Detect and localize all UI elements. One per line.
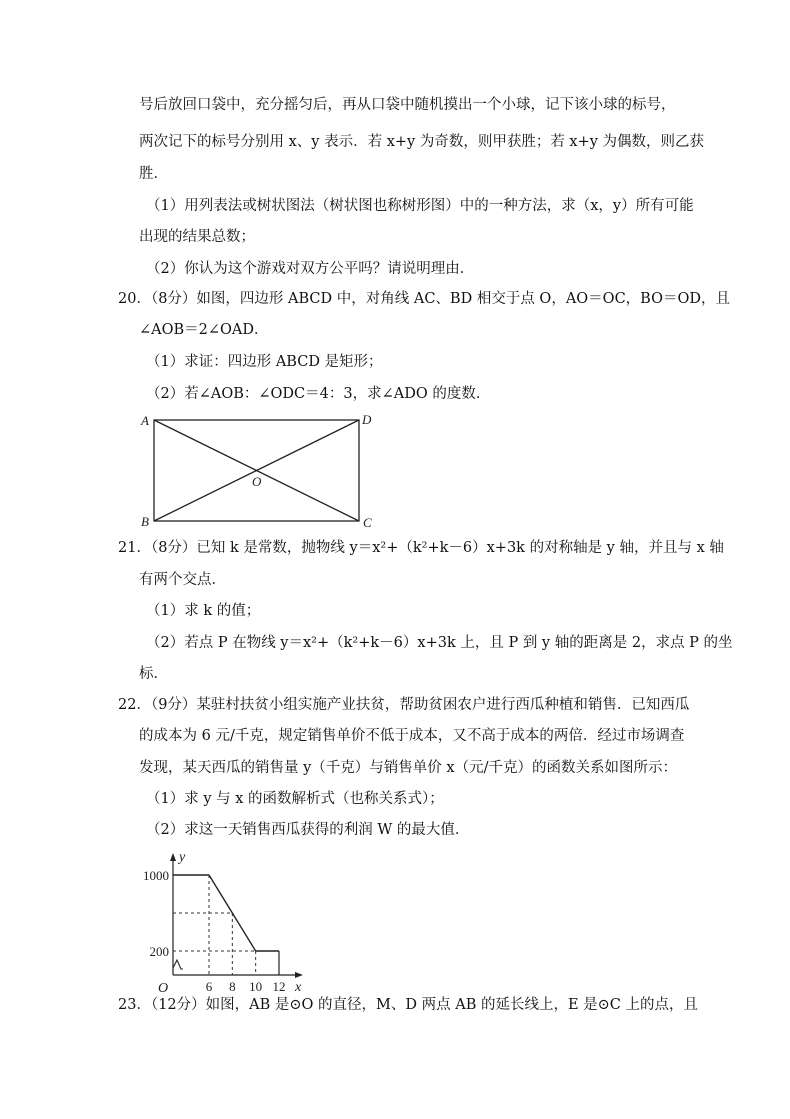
label-d: D [362, 412, 372, 427]
q20-stem-line-1: 20．（8分）如图，四边形 ABCD 中，对角线 AC、BD 相交于点 O，AO＝OC，BO＝OD，且 [118, 291, 730, 307]
y-tick-200: 200 [149, 944, 169, 959]
q19-part-2: （2）你认为这个游戏对双方公平吗？请说明理由． [146, 261, 475, 277]
x-tick-12: 12 [272, 979, 286, 994]
q21-stem-line-2: 有两个交点． [139, 572, 226, 588]
q23-stem-line-1: 23．（12分）如图，AB 是⊙O 的直径，M、D 两点 AB 的延长线上，E 是⊙C 上的点，且 [118, 997, 699, 1013]
q21-part-1: （1）求 k 的值； [146, 603, 261, 619]
x-tick-8: 8 [229, 979, 236, 994]
q20-stem-line-2: ∠AOB＝2∠OAD． [139, 322, 269, 338]
x-axis-arrow [295, 972, 303, 978]
x-axis-label: x [295, 980, 302, 995]
y-axis-arrow [170, 853, 176, 861]
sales-function-chart [135, 845, 315, 995]
q19-text-line-3: 胜． [139, 166, 168, 182]
q19-text-line-2: 两次记下的标号分别用 x、y 表示．若 x+y 为奇数，则甲获胜；若 x+y 为偶数，则乙获 [139, 134, 705, 150]
q22-stem-line-1: 22．（9分）某驻村扶贫小组实施产业扶贫，帮助贫困农户进行西瓜种植和销售．已知西瓜 [118, 697, 690, 713]
y-axis-label: y [179, 850, 186, 865]
label-o: O [252, 474, 262, 489]
q20-part-1: （1）求证：四边形 ABCD 是矩形； [146, 354, 383, 370]
q22-stem-line-3: 发现，某天西瓜的销售量 y（千克）与销售单价 x（元/千克）的函数关系如图所示： [139, 760, 677, 776]
x-tick-6: 6 [205, 979, 213, 994]
q19-text-line-1: 号后放回口袋中，充分摇匀后，再从口袋中随机摸出一个小球，记下该小球的标号， [139, 97, 676, 113]
rectangle-figure [130, 405, 390, 530]
origin-label: O [157, 981, 169, 995]
q22-stem-line-2: 的成本为 6 元/千克，规定销售单价不低于成本，又不高于成本的两倍．经过市场调查 [139, 728, 685, 744]
q19-part-1-b: 出现的结果总数； [139, 229, 255, 245]
label-a: A [141, 413, 149, 428]
q21-part-2-b: 标． [139, 666, 168, 682]
label-c: C [363, 515, 372, 530]
q19-part-1-a: （1）用列表法或树状图法（树状图也称树形图）中的一种方法，求（x，y）所有可能 [146, 198, 694, 214]
q21-part-2-a: （2）若点 P 在物线 y＝x²+（k²+k－6）x+3k 上，且 P 到 y 轴的距离是 2，求点 P 的坐 [146, 635, 733, 651]
q22-part-2: （2）求这一天销售西瓜获得的利润 W 的最大值． [146, 822, 470, 838]
q20-part-2: （2）若∠AOB：∠ODC＝4：3，求∠ADO 的度数． [146, 386, 491, 402]
label-b: B [141, 514, 149, 529]
y-tick-1000: 1000 [143, 868, 169, 883]
axis-break-mark [173, 960, 183, 969]
q22-part-1: （1）求 y 与 x 的函数解析式（也称关系式）； [146, 791, 444, 807]
x-tick-10: 10 [249, 979, 263, 994]
q21-stem-line-1: 21．（8分）已知 k 是常数，抛物线 y＝x²+（k²+k－6）x+3k 的对称轴是 y 轴，并且与 x 轴 [118, 540, 724, 556]
